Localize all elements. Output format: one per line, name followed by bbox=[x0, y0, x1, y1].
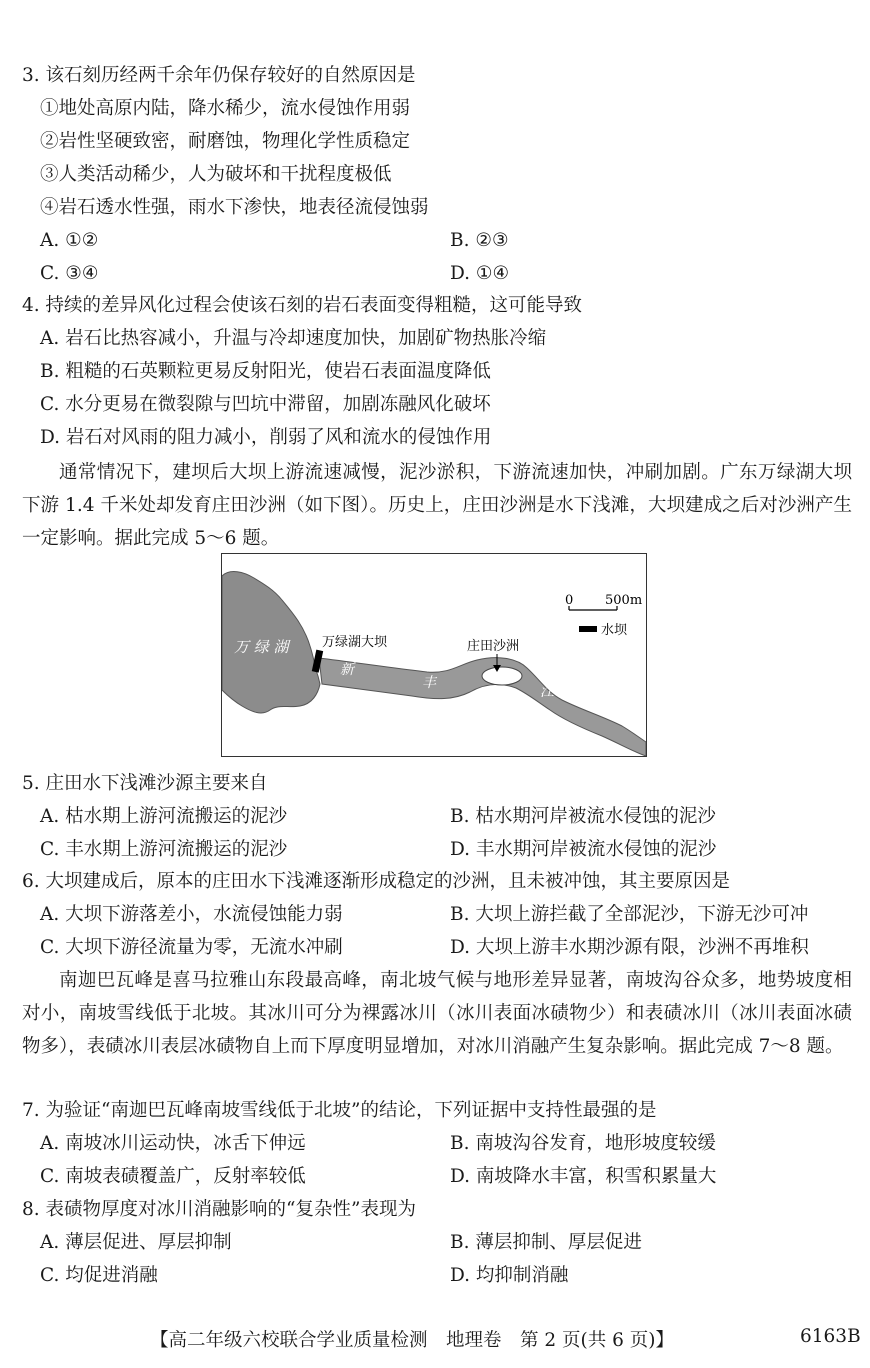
river-shape bbox=[319, 658, 646, 756]
q5-option-a: A. 枯水期上游河流搬运的泥沙 bbox=[40, 806, 288, 827]
q6-option-b: B. 大坝上游拦截了全部泥沙，下游无沙可冲 bbox=[450, 904, 809, 925]
river-char-2: 丰 bbox=[422, 675, 436, 691]
q7-option-d: D. 南坡降水丰富，积雪积累量大 bbox=[450, 1166, 717, 1187]
q5-option-c: C. 丰水期上游河流搬运的泥沙 bbox=[40, 839, 288, 860]
q6-stem: 6. 大坝建成后，原本的庄田水下浅滩逐渐形成稳定的沙洲，且未被冲蚀，其主要原因是 bbox=[22, 871, 731, 892]
q3-stem: 3. 该石刻历经两千余年仍保存较好的自然原因是 bbox=[22, 65, 416, 86]
legend-label: 水坝 bbox=[601, 623, 628, 638]
q8-option-d: D. 均抑制消融 bbox=[450, 1265, 569, 1286]
scale-zero: 0 bbox=[565, 593, 574, 608]
sandbar-shape bbox=[482, 667, 522, 685]
q3-item-1: ①地处高原内陆，降水稀少，流水侵蚀作用弱 bbox=[40, 98, 411, 119]
scale-value: 500m bbox=[605, 593, 643, 608]
q3-option-c: C. ③④ bbox=[40, 263, 99, 284]
q7-option-b: B. 南坡沟谷发育，地形坡度较缓 bbox=[450, 1133, 716, 1154]
q7-option-c: C. 南坡表碛覆盖广，反射率较低 bbox=[40, 1166, 306, 1187]
q4-option-c: C. 水分更易在微裂隙与凹坑中滞留，加剧冻融风化破坏 bbox=[40, 394, 491, 415]
q8-option-b: B. 薄层抑制、厚层促进 bbox=[450, 1232, 642, 1253]
q4-option-d: D. 岩石对风雨的阻力减小，削弱了风和流水的侵蚀作用 bbox=[40, 427, 492, 448]
legend-dam-icon bbox=[579, 626, 597, 632]
q3-item-3: ③人类活动稀少，人为破坏和干扰程度极低 bbox=[40, 164, 392, 185]
q4-option-b: B. 粗糙的石英颗粒更易反射阳光，使岩石表面温度降低 bbox=[40, 361, 491, 382]
dam-label: 万绿湖大坝 bbox=[322, 635, 388, 650]
q5-stem: 5. 庄田水下浅滩沙源主要来自 bbox=[22, 773, 268, 794]
q8-option-a: A. 薄层促进、厚层抑制 bbox=[40, 1232, 232, 1253]
river-char-3: 江 bbox=[540, 684, 554, 700]
passage-dam: 通常情况下，建坝后大坝上游流速减慢，泥沙淤积，下游流速加快，冲刷加剧。广东万绿湖大坝下游 1.4 千米处却发育庄田沙洲（如下图）。历史上，庄田沙洲是水下浅滩，大坝建成之后对沙洲产生一定影响。据此完成 5～6 题。 bbox=[22, 462, 852, 549]
q3-option-b: B. ②③ bbox=[450, 230, 509, 251]
footer-code: 6163B bbox=[800, 1326, 861, 1347]
q7-stem: 7. 为验证“南迦巴瓦峰南坡雪线低于北坡”的结论，下列证据中支持性最强的是 bbox=[22, 1100, 657, 1121]
q3-option-d: D. ①④ bbox=[450, 263, 510, 284]
q7-option-a: A. 南坡冰川运动快，冰舌下伸远 bbox=[40, 1133, 306, 1154]
q8-option-c: C. 均促进消融 bbox=[40, 1265, 158, 1286]
q6-option-a: A. 大坝下游落差小，水流侵蚀能力弱 bbox=[40, 904, 343, 925]
map-figure bbox=[221, 553, 647, 757]
footer-text: 【高二年级六校联合学业质量检测 地理卷 第 2 页(共 6 页)】 bbox=[150, 1330, 675, 1351]
passage-glacier: 南迦巴瓦峰是喜马拉雅山东段最高峰，南北坡气候与地形差异显著，南坡沟谷众多，地势坡度相对小，南坡雪线低于北坡。其冰川可分为裸露冰川（冰川表面冰碛物少）和表碛冰川（冰川表面冰碛物多），表碛冰川表层冰碛物自上而下厚度明显增加，对冰川消融产生复杂影响。据此完成 7～8 题。 bbox=[22, 970, 852, 1057]
q6-option-c: C. 大坝下游径流量为零，无流水冲刷 bbox=[40, 937, 343, 958]
lake-label: 万 绿 湖 bbox=[234, 638, 289, 656]
q5-option-b: B. 枯水期河岸被流水侵蚀的泥沙 bbox=[450, 806, 716, 827]
q6-option-d: D. 大坝上游丰水期沙源有限，沙洲不再堆积 bbox=[450, 937, 809, 958]
q8-stem: 8. 表碛物厚度对冰川消融影响的“复杂性”表现为 bbox=[22, 1199, 416, 1220]
q4-stem: 4. 持续的差异风化过程会使该石刻的岩石表面变得粗糙，这可能导致 bbox=[22, 295, 583, 316]
river-map bbox=[222, 554, 646, 756]
q3-item-2: ②岩性坚硬致密，耐磨蚀，物理化学性质稳定 bbox=[40, 131, 411, 152]
q4-option-a: A. 岩石比热容减小，升温与冷却速度加快，加剧矿物热胀冷缩 bbox=[40, 328, 547, 349]
q3-item-4: ④岩石透水性强，雨水下渗快，地表径流侵蚀弱 bbox=[40, 197, 429, 218]
q3-option-a: A. ①② bbox=[40, 230, 99, 251]
page-footer bbox=[150, 1326, 861, 1352]
river-char-1: 新 bbox=[340, 662, 354, 678]
sandbar-label: 庄田沙洲 bbox=[467, 639, 520, 654]
q5-option-d: D. 丰水期河岸被流水侵蚀的泥沙 bbox=[450, 839, 717, 860]
